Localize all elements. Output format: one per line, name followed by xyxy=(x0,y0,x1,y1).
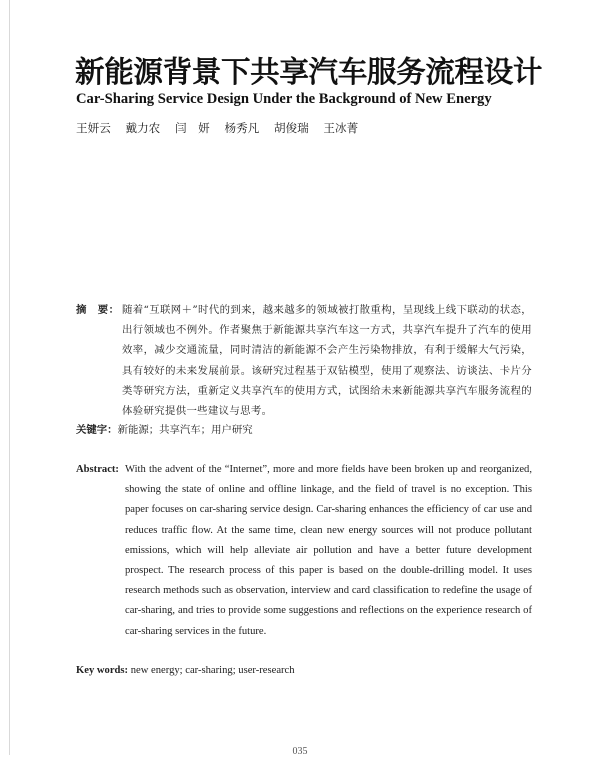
abstract-english xyxy=(76,460,532,642)
keywords-english-text: new energy; car-sharing; user-research xyxy=(130,665,295,676)
paper-title-english: Car-Sharing Service Design Under the Background of New Energy xyxy=(76,91,492,107)
keywords-english xyxy=(76,661,295,681)
page-border xyxy=(9,0,10,755)
paper-title-chinese: 新能源背景下共享汽车服务流程设计 xyxy=(75,55,543,89)
keywords-english-label: Key words: xyxy=(76,665,129,676)
author-name: 王妍云 xyxy=(76,121,111,135)
abstract-english-text: With the advent of the “Internet”, more and more fields have been broken up and reorganized, showing the state of online and offline linkage, and the field of travel is no exception. This paper focuses on car-sharing service design. Car-sharing enhances the efficiency of car use and reduces traffic flow. At the same time, clean new energy sources will not produce pollutant emissions, which will help alleviate air pollution and have a better future development prospect. The research process of this paper is based on the double-drilling model. It uses research methods such as observation, interview and card classification to redefine the usage of car-sharing, and tries to provide some suggestions and reflections on the experience research of car-sharing services in the future. xyxy=(125,464,532,637)
author-name: 戴力农 xyxy=(125,121,161,135)
author-name: 杨秀凡 xyxy=(224,121,260,135)
keywords-chinese xyxy=(76,420,253,440)
page-number: 035 xyxy=(292,746,308,757)
author-name: 王冰菁 xyxy=(323,121,359,135)
keywords-chinese-label: 关键字： xyxy=(76,424,118,436)
abstract-chinese-label: 摘 要： xyxy=(76,304,120,316)
keywords-chinese-text: 新能源；共享汽车；用户研究 xyxy=(117,424,253,436)
author-name: 胡俊瑞 xyxy=(273,121,309,135)
abstract-english-label: Abstract: xyxy=(76,464,119,475)
author-name: 闫 妍 xyxy=(174,121,210,135)
abstract-chinese-text: 随着“互联网＋”时代的到来，越来越多的领域被打散重构，呈现线上线下联动的状态，出行领域也不例外。作者聚焦于新能源共享汽车这一方式，共享汽车提升了汽车的使用效率，减少交通流量，同时清洁的新能源不会产生污染物排放，有利于缓解大气污染，具有较好的未来发展前景。该研究过程基于双钻模型，使用了观察法、访谈法、卡片分类等研究方法，重新定义共享汽车的使用方式，试图给未来新能源共享汽车服务流程的体验研究提供一些建议与思考。 xyxy=(122,304,532,418)
abstract-chinese xyxy=(76,300,532,421)
author-list xyxy=(76,123,369,135)
